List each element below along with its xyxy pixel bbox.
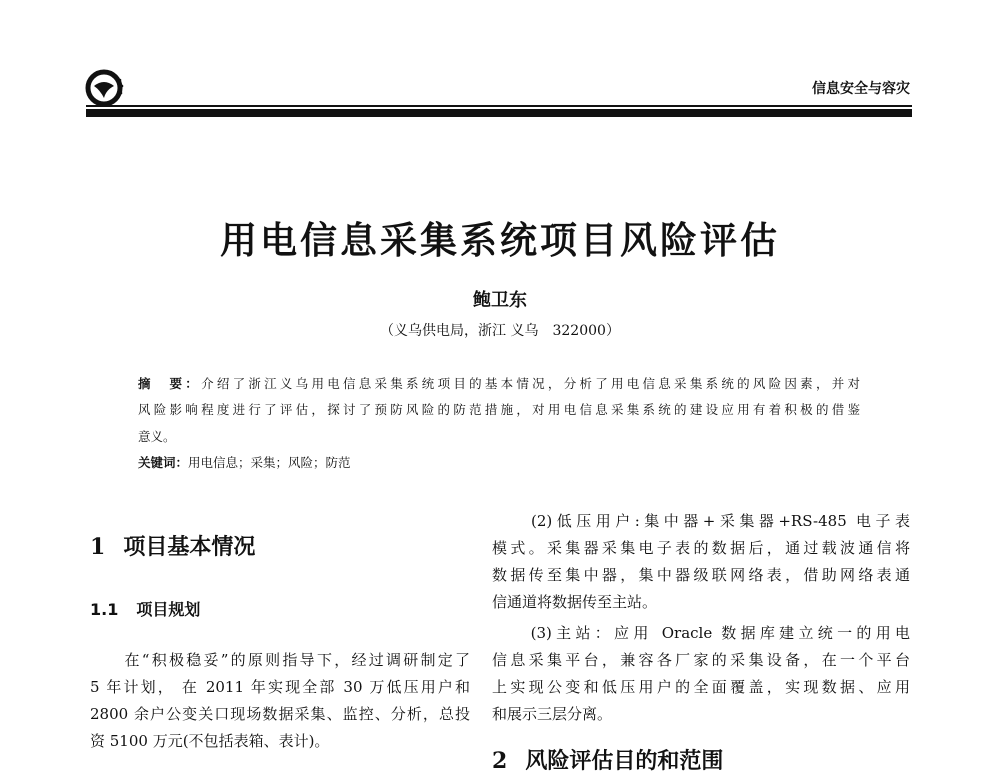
section-number: 1 <box>90 534 106 560</box>
section-number: 2 <box>492 748 508 774</box>
body-line: 和展示三层分离。 <box>492 705 613 723</box>
body-line: 上实现公变和低压用户的全面覆盖，实现数据、应用 <box>492 678 910 696</box>
body-line: (2)低压用户:集中器+采集器+RS-485 电子表 <box>492 512 910 530</box>
abstract-line <box>138 374 860 392</box>
subsection-heading-1-1 <box>90 597 200 620</box>
author: 鲍卫东 <box>473 290 527 311</box>
body-line: 5 年计划， 在 2011 年实现全部 30 万低压用户和 <box>90 678 470 696</box>
header-rule-thick <box>86 109 912 117</box>
section-title: 风险评估目的和范围 <box>525 748 724 774</box>
abstract-line: 意义。 <box>138 429 176 444</box>
body-line: (3)主站：应用 Oracle 数据库建立统一的用电 <box>492 624 910 642</box>
header-rule-thin <box>86 105 912 107</box>
keywords: 用电信息；采集；风险；防范 <box>188 455 351 470</box>
body-line: 模式。采集器采集电子表的数据后，通过载波通信将 <box>492 539 910 557</box>
abstract-text: 介绍了浙江义乌用电信息采集系统项目的基本情况，分析了用电信息采集系统的风险因素，并对 <box>201 376 860 391</box>
journal-logo <box>84 68 124 108</box>
body-line: 数据传至集中器，集中器级联网络表，借助网络表通 <box>492 566 910 584</box>
section-title: 项目基本情况 <box>123 534 256 560</box>
running-header: 信息安全与容灾 <box>812 81 910 97</box>
body-line: 在“积极稳妥”的原则指导下，经过调研制定了 <box>90 651 470 669</box>
article-title: 用电信息采集系统项目风险评估 <box>220 218 780 262</box>
affiliation: （义乌供电局，浙江 义乌 322000） <box>380 323 620 339</box>
keywords-line <box>138 453 860 471</box>
subsection-title: 项目规划 <box>136 600 201 619</box>
body-line: 信通道将数据传至主站。 <box>492 593 658 611</box>
abstract-label: 摘 要： <box>138 376 202 391</box>
body-line: 资 5100 万元(不包括表箱、表计)。 <box>90 732 330 750</box>
abstract-line: 风险影响程度进行了评估，探讨了预防风险的防范措施，对用电信息采集系统的建设应用有着积极的借鉴 <box>138 402 860 417</box>
subsection-number: 1.1 <box>90 600 119 619</box>
section-heading-1 <box>90 530 255 561</box>
keywords-label: 关键词： <box>138 455 189 470</box>
body-line: 2800 余户公变关口现场数据采集、监控、分析，总投 <box>90 705 470 723</box>
body-line: 信息采集平台，兼容各厂家的采集设备，在一个平台 <box>492 651 910 669</box>
